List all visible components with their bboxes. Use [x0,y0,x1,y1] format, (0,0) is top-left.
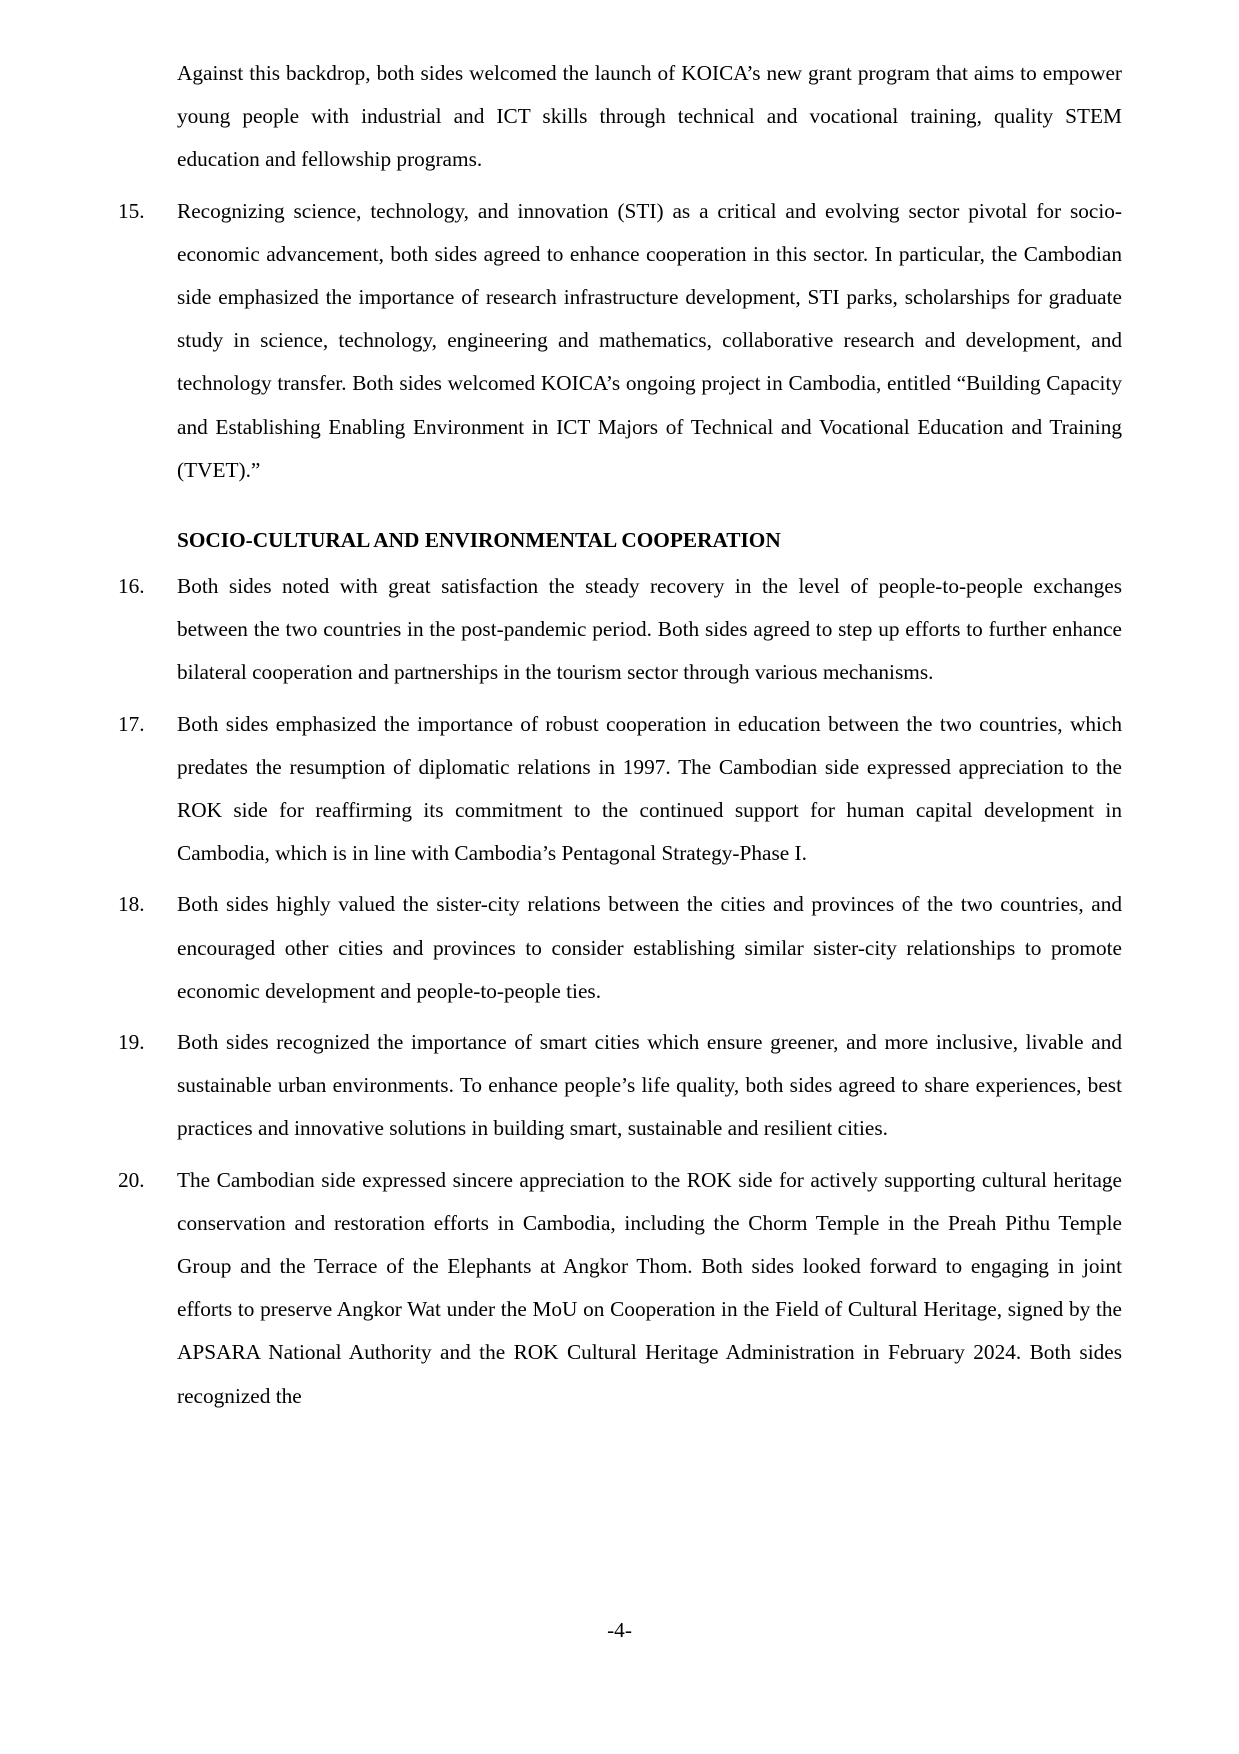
paragraph-20 [118,1159,1122,1418]
paragraph-16 [118,565,1122,695]
paragraph-text: Both sides recognized the importance of smart cities which ensure greener, and more inclusive, livable and sustainable urban environments. To enhance people’s life quality, both sides agreed to share experiences, best practices and innovative solutions in building smart, sustainable and resilient cities. [177,1030,1122,1141]
paragraph-text: Recognizing science, technology, and innovation (STI) as a critical and evolving sector pivotal for socio-economic advancement, both sides agreed to enhance cooperation in this sector. In particular, the Cambodian side emphasized the importance of research infrastructure development, STI parks, scholarships for graduate study in science, technology, engineering and mathematics, collaborative research and development, and technology transfer. Both sides welcomed KOICA’s ongoing project in Cambodia, entitled “Building Capacity and Establishing Enabling Environment in ICT Majors of Technical and Vocational Education and Training (TVET).” [177,198,1122,482]
paragraph-number: 18. [118,892,145,917]
paragraph-number: 17. [118,711,145,736]
paragraph-text: Both sides noted with great satisfaction the steady recovery in the level of people-to-people exchanges between the two countries in the post-pandemic period. Both sides agreed to step up efforts to further enhance bilateral cooperation and partnerships in the tourism sector through various mechanisms. [177,574,1122,685]
continuation-paragraph [118,52,1122,182]
paragraph-text: Both sides emphasized the importance of robust cooperation in education between the two countries, which predates the resumption of diplomatic relations in 1997. The Cambodian side expressed appreciation to the ROK side for reaffirming its commitment to the continued support for human capital development in Cambodia, which is in line with Cambodia’s Pentagonal Strategy-Phase I. [177,711,1122,866]
document-body [118,52,1122,1426]
paragraph-number: 15. [118,198,145,223]
page-number: -4- [607,1618,632,1642]
paragraph-number: 16. [118,574,145,599]
paragraph-18 [118,883,1122,1013]
paragraph-number: 19. [118,1030,145,1055]
paragraph-15 [118,190,1122,492]
paragraph-text: Both sides highly valued the sister-city relations between the cities and provinces of the two countries, and encouraged other cities and provinces to consider establishing similar sister-city relationships to promote economic development and people-to-people ties. [177,892,1122,1003]
paragraph-17 [118,703,1122,876]
paragraph-19 [118,1021,1122,1151]
paragraph-number: 20. [118,1167,145,1192]
section-heading: SOCIO-CULTURAL AND ENVIRONMENTAL COOPERATION [177,528,781,553]
paragraph-text: Against this backdrop, both sides welcomed the launch of KOICA’s new grant program that aims to empower young people with industrial and ICT skills through technical and vocational training, quality STEM education and fellowship programs. [177,61,1122,172]
paragraph-text: The Cambodian side expressed sincere appreciation to the ROK side for actively supporting cultural heritage conservation and restoration efforts in Cambodia, including the Chorm Temple in the Preah Pithu Temple Group and the Terrace of the Elephants at Angkor Thom. Both sides looked forward to engaging in joint efforts to preserve Angkor Wat under the MoU on Cooperation in the Field of Cultural Heritage, signed by the APSARA National Authority and the ROK Cultural Heritage Administration in February 2024. Both sides recognized the [177,1167,1122,1408]
